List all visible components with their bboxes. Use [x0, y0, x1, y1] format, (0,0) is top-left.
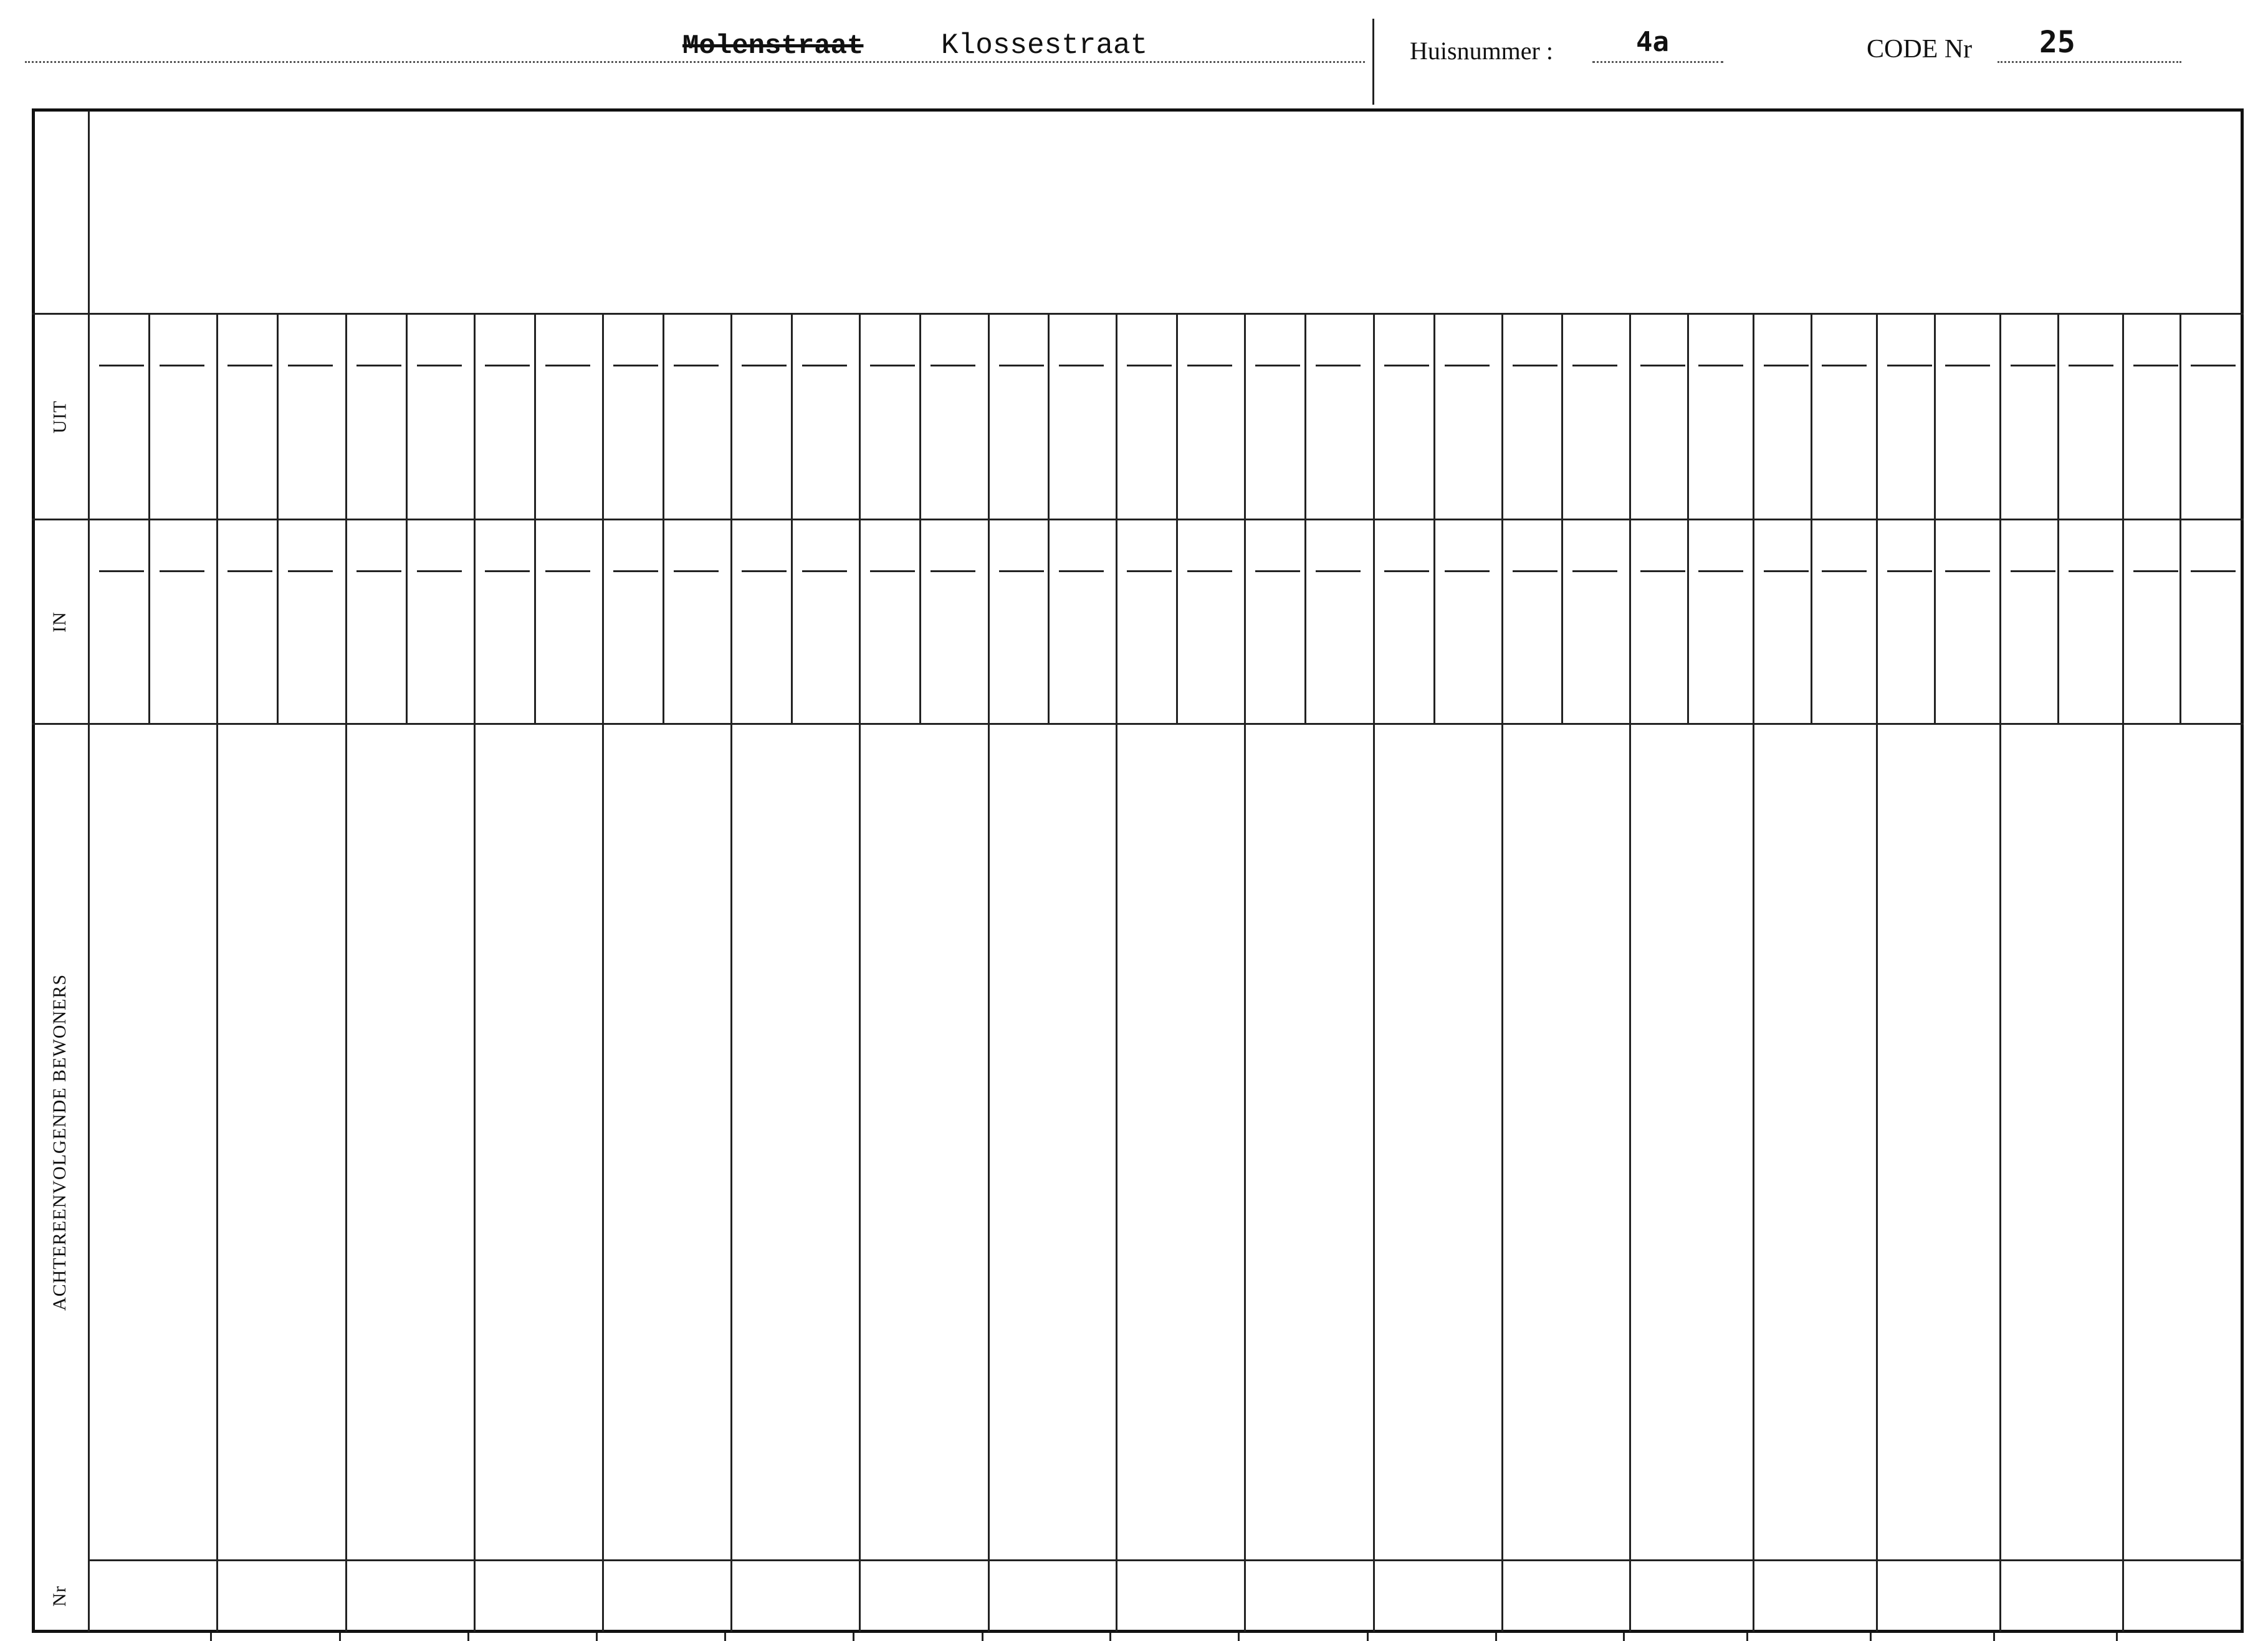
huisnummer-dotted-line [1592, 61, 1723, 63]
code-label: CODE Nr [1867, 35, 1973, 64]
nr-row-label [32, 1561, 88, 1631]
huisnummer-label: Huisnummer : [1410, 37, 1553, 65]
in-date-dash [545, 570, 590, 572]
in-date-dash [417, 570, 462, 572]
uit-column-divider [1373, 315, 1375, 519]
bottom-tick [339, 1633, 341, 1641]
bottom-tick [853, 1633, 854, 1641]
bottom-tick [467, 1633, 469, 1641]
column-divider [988, 725, 990, 1632]
uit-date-dash [417, 365, 462, 366]
bottom-tick [1623, 1633, 1625, 1641]
column-divider [474, 725, 476, 1632]
in-column-divider [2122, 520, 2124, 723]
uit-subcolumn-divider [1687, 315, 1689, 519]
code-value: 25 [2039, 25, 2075, 60]
uit-date-dash [1384, 365, 1429, 366]
uit-column-divider [1753, 315, 1754, 519]
in-date-dash [288, 570, 333, 572]
column-divider [1629, 725, 1631, 1632]
uit-column-divider [216, 315, 218, 519]
in-date-dash [99, 570, 144, 572]
in-subcolumn-divider [2179, 520, 2181, 723]
in-label-text: IN [49, 611, 70, 633]
struck-street-name: Molenstraat [682, 31, 864, 62]
in-column-divider [730, 520, 732, 723]
in-subcolumn-divider [148, 520, 150, 723]
uit-subcolumn-divider [1433, 315, 1435, 519]
uit-subcolumn-divider [1304, 315, 1306, 519]
uit-subcolumn-divider [1811, 315, 1812, 519]
in-date-dash [227, 570, 272, 572]
uit-date-dash [1945, 365, 1990, 366]
uit-subcolumn-divider [2057, 315, 2059, 519]
bottom-tick [596, 1633, 598, 1641]
in-date-dash [1764, 570, 1809, 572]
in-row-bottom [32, 723, 2244, 725]
in-date-dash [1384, 570, 1429, 572]
residents-form [32, 108, 2244, 1633]
uit-date-dash [1316, 365, 1361, 366]
uit-date-dash [1764, 365, 1809, 366]
in-date-dash [2011, 570, 2055, 572]
uit-subcolumn-divider [534, 315, 536, 519]
column-divider [1116, 725, 1117, 1632]
uit-date-dash [870, 365, 915, 366]
uit-subcolumn-divider [663, 315, 664, 519]
remarks-row-bottom [32, 313, 2244, 315]
label-column-divider [88, 111, 90, 1632]
in-column-divider [345, 520, 347, 723]
uit-column-divider [1244, 315, 1246, 519]
in-column-divider [1373, 520, 1375, 723]
in-subcolumn-divider [791, 520, 793, 723]
bewoners-row-bottom [88, 1559, 2244, 1561]
in-column-divider [1629, 520, 1631, 723]
in-row-label [32, 520, 88, 723]
in-subcolumn-divider [1048, 520, 1050, 723]
bottom-tick [1367, 1633, 1369, 1641]
in-date-dash [1255, 570, 1300, 572]
in-date-dash [613, 570, 658, 572]
uit-date-dash [1640, 365, 1685, 366]
uit-date-dash [288, 365, 333, 366]
in-column-divider [988, 520, 990, 723]
in-column-divider [1244, 520, 1246, 723]
uit-date-dash [1059, 365, 1104, 366]
header-divider [1372, 19, 1374, 105]
uit-subcolumn-divider [277, 315, 279, 519]
bottom-tick [1495, 1633, 1497, 1641]
in-subcolumn-divider [919, 520, 921, 723]
uit-column-divider [1999, 315, 2001, 519]
uit-column-divider [1501, 315, 1503, 519]
uit-date-dash [1127, 365, 1172, 366]
in-date-dash [674, 570, 719, 572]
in-subcolumn-divider [1304, 520, 1306, 723]
in-subcolumn-divider [2057, 520, 2059, 723]
column-divider [730, 725, 732, 1632]
uit-date-dash [356, 365, 401, 366]
in-date-dash [1640, 570, 1685, 572]
column-divider [1373, 725, 1375, 1632]
uit-subcolumn-divider [1048, 315, 1050, 519]
uit-subcolumn-divider [919, 315, 921, 519]
column-divider [1876, 725, 1878, 1632]
in-column-divider [602, 520, 604, 723]
uit-date-dash [1698, 365, 1743, 366]
bottom-tick [1870, 1633, 1872, 1641]
in-date-dash [160, 570, 204, 572]
in-subcolumn-divider [277, 520, 279, 723]
in-subcolumn-divider [1811, 520, 1812, 723]
uit-date-dash [160, 365, 204, 366]
in-date-dash [802, 570, 847, 572]
column-divider [345, 725, 347, 1632]
uit-date-dash [2069, 365, 2113, 366]
uit-column-divider [345, 315, 347, 519]
in-date-dash [1698, 570, 1743, 572]
in-column-divider [1116, 520, 1117, 723]
uit-column-divider [1629, 315, 1631, 519]
uit-column-divider [859, 315, 861, 519]
street-name: Klossestraat [941, 29, 1148, 62]
uit-column-divider [474, 315, 476, 519]
in-date-dash [1445, 570, 1490, 572]
uit-date-dash [999, 365, 1044, 366]
uit-date-dash [1513, 365, 1557, 366]
bewoners-label-text: ACHTEREENVOLGENDE BEWONERS [49, 974, 70, 1311]
in-subcolumn-divider [1561, 520, 1563, 723]
in-date-dash [1887, 570, 1932, 572]
in-date-dash [1945, 570, 1990, 572]
in-subcolumn-divider [534, 520, 536, 723]
in-date-dash [1513, 570, 1557, 572]
in-column-divider [859, 520, 861, 723]
uit-date-dash [1887, 365, 1932, 366]
in-date-dash [485, 570, 530, 572]
uit-row-bottom [32, 519, 2244, 520]
column-divider [1753, 725, 1754, 1632]
in-subcolumn-divider [406, 520, 408, 723]
uit-date-dash [1187, 365, 1232, 366]
in-date-dash [1316, 570, 1361, 572]
uit-subcolumn-divider [2179, 315, 2181, 519]
column-divider [2122, 725, 2124, 1632]
bottom-tick [1993, 1633, 1995, 1641]
uit-date-dash [2191, 365, 2236, 366]
in-date-dash [2069, 570, 2113, 572]
in-date-dash [2191, 570, 2236, 572]
in-date-dash [1187, 570, 1232, 572]
in-date-dash [1572, 570, 1617, 572]
bottom-tick [1109, 1633, 1111, 1641]
column-divider [859, 725, 861, 1632]
bottom-tick [724, 1633, 726, 1641]
uit-subcolumn-divider [148, 315, 150, 519]
code-dotted-line [1998, 61, 2181, 63]
uit-column-divider [602, 315, 604, 519]
uit-date-dash [227, 365, 272, 366]
column-divider [602, 725, 604, 1632]
in-column-divider [1753, 520, 1754, 723]
bottom-tick [1746, 1633, 1748, 1641]
in-date-dash [870, 570, 915, 572]
uit-date-dash [931, 365, 975, 366]
in-date-dash [1127, 570, 1172, 572]
in-subcolumn-divider [1433, 520, 1435, 723]
uit-date-dash [802, 365, 847, 366]
in-subcolumn-divider [1934, 520, 1936, 723]
in-date-dash [999, 570, 1044, 572]
in-column-divider [1999, 520, 2001, 723]
column-divider [1244, 725, 1246, 1632]
uit-subcolumn-divider [1561, 315, 1563, 519]
uit-date-dash [2133, 365, 2178, 366]
uit-date-dash [1445, 365, 1490, 366]
in-date-dash [356, 570, 401, 572]
uit-subcolumn-divider [1176, 315, 1178, 519]
nr-label-text: Nr [49, 1586, 70, 1607]
in-subcolumn-divider [663, 520, 664, 723]
uit-date-dash [613, 365, 658, 366]
uit-column-divider [1876, 315, 1878, 519]
uit-label-text: UIT [49, 400, 70, 433]
uit-date-dash [1572, 365, 1617, 366]
uit-column-divider [1116, 315, 1117, 519]
uit-date-dash [1255, 365, 1300, 366]
uit-date-dash [742, 365, 787, 366]
uit-subcolumn-divider [1934, 315, 1936, 519]
column-divider [1501, 725, 1503, 1632]
bottom-tick [1238, 1633, 1240, 1641]
in-column-divider [1876, 520, 1878, 723]
uit-row-label [32, 315, 88, 519]
in-date-dash [2133, 570, 2178, 572]
in-subcolumn-divider [1176, 520, 1178, 723]
uit-subcolumn-divider [406, 315, 408, 519]
bottom-tick [982, 1633, 983, 1641]
in-column-divider [216, 520, 218, 723]
uit-date-dash [1822, 365, 1867, 366]
in-date-dash [742, 570, 787, 572]
bottom-tick [2116, 1633, 2118, 1641]
bewoners-row-label [32, 725, 88, 1559]
in-column-divider [1501, 520, 1503, 723]
huisnummer-value: 4a [1636, 26, 1669, 58]
uit-column-divider [730, 315, 732, 519]
uit-date-dash [2011, 365, 2055, 366]
in-subcolumn-divider [1687, 520, 1689, 723]
in-column-divider [474, 520, 476, 723]
uit-date-dash [674, 365, 719, 366]
in-date-dash [1822, 570, 1867, 572]
uit-column-divider [988, 315, 990, 519]
column-divider [216, 725, 218, 1632]
in-date-dash [1059, 570, 1104, 572]
in-date-dash [931, 570, 975, 572]
column-divider [1999, 725, 2001, 1632]
uit-column-divider [2122, 315, 2124, 519]
uit-date-dash [99, 365, 144, 366]
uit-date-dash [545, 365, 590, 366]
bottom-tick [210, 1633, 212, 1641]
uit-subcolumn-divider [791, 315, 793, 519]
uit-date-dash [485, 365, 530, 366]
